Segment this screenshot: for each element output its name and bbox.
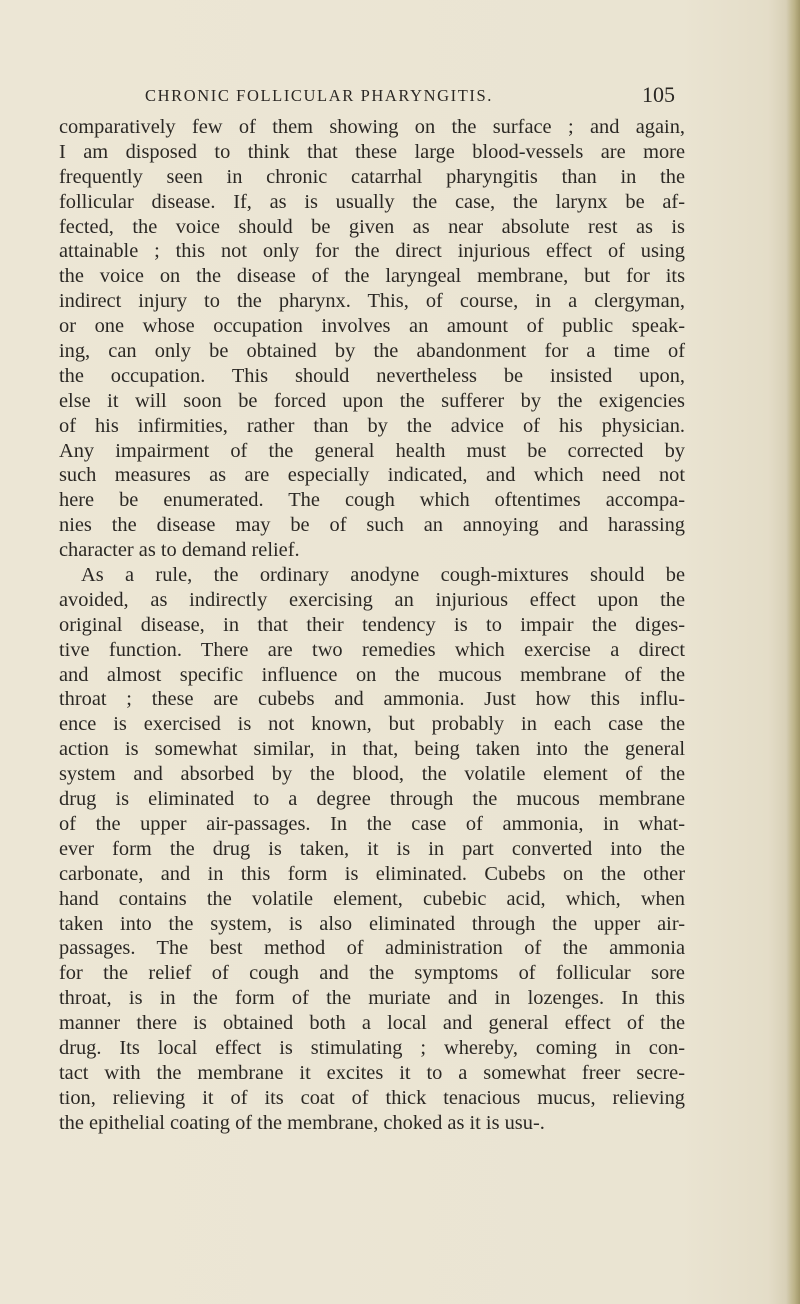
text-line: or one whose occupation involves an amount of public speak- (59, 315, 685, 338)
text-line: I am disposed to think that these large blood-vessels are more (59, 140, 685, 163)
text-line: Any impairment of the general health must be corrected by (59, 439, 685, 462)
text-line: tion, relieving it of its coat of thick tenacious mucus, relieving (59, 1086, 685, 1109)
text-line: of his infirmities, rather than by the advice of his physician. (59, 414, 685, 437)
text-line: character as to demand relief. (59, 539, 300, 562)
text-line: passages. The best method of administration of the ammonia (59, 937, 685, 960)
text-line: comparatively few of them showing on the surface ; and again, (59, 116, 685, 138)
text-line: ing, can only be obtained by the abandonment for a time of (59, 340, 685, 363)
text-line: such measures as are especially indicated, and which need not (59, 464, 685, 487)
text-line: manner there is obtained both a local and general effect of the (59, 1012, 685, 1035)
text-line: attainable ; this not only for the direct injurious effect of using (59, 240, 685, 263)
text-line: original disease, in that their tendency is to impair the diges- (59, 613, 685, 636)
text-line: indirect injury to the pharynx. This, of course, in a clergyman, (59, 290, 685, 313)
text-line: tive function. There are two remedies which exercise a direct (59, 638, 685, 661)
text-line: else it will soon be forced upon the sufferer by the exigencies (59, 389, 685, 412)
text-line: of the upper air-passages. In the case of ammonia, in what- (59, 812, 685, 835)
text-line: the occupation. This should nevertheless be insisted upon, (59, 364, 685, 387)
text-line: drug. Its local effect is stimulating ; whereby, coming in con- (59, 1036, 685, 1059)
text-line: the epithelial coating of the membrane, choked as it is usu-. (59, 1111, 545, 1134)
text-line: taken into the system, is also eliminated through the upper air- (59, 912, 685, 935)
text-line: throat, is in the form of the muriate and in lozenges. In this (59, 987, 685, 1010)
text-line: avoided, as indirectly exercising an injurious effect upon the (59, 588, 685, 611)
text-line: carbonate, and in this form is eliminated. Cubebs on the other (59, 862, 685, 885)
text-line: frequently seen in chronic catarrhal pharyngitis than in the (59, 165, 685, 188)
text-line: throat ; these are cubebs and ammonia. Just how this influ- (59, 688, 685, 711)
page-number: 105 (642, 82, 675, 107)
text-line: ever form the drug is taken, it is in part converted into the (59, 837, 685, 860)
text-line: for the relief of cough and the symptoms of follicular sore (59, 962, 685, 985)
page-header (145, 82, 675, 116)
text-line: here be enumerated. The cough which oftentimes accompa- (59, 489, 685, 512)
text-line: ence is exercised is not known, but probably in each case the (59, 713, 685, 736)
body-text (59, 115, 685, 1295)
page-edge-shading (786, 0, 800, 1304)
text-line: follicular disease. If, as is usually the case, the larynx be af- (59, 190, 685, 213)
running-head: CHRONIC FOLLICULAR PHARYNGITIS. (145, 86, 493, 105)
text-line: hand contains the volatile element, cubebic acid, which, when (59, 887, 685, 910)
text-line: action is somewhat similar, in that, being taken into the general (59, 738, 685, 761)
text-line: system and absorbed by the blood, the volatile element of the (59, 763, 685, 786)
text-line: nies the disease may be of such an annoying and harassing (59, 514, 685, 537)
paragraph-start-line: As a rule, the ordinary anodyne cough-mixtures should be (81, 564, 685, 587)
text-line: and almost specific influence on the mucous membrane of the (59, 663, 685, 686)
text-line: drug is eliminated to a degree through the mucous membrane (59, 788, 685, 811)
text-line: the voice on the disease of the laryngeal membrane, but for its (59, 265, 685, 288)
text-line: fected, the voice should be given as near absolute rest as is (59, 215, 685, 238)
text-line: tact with the membrane it excites it to a somewhat freer secre- (59, 1061, 685, 1084)
